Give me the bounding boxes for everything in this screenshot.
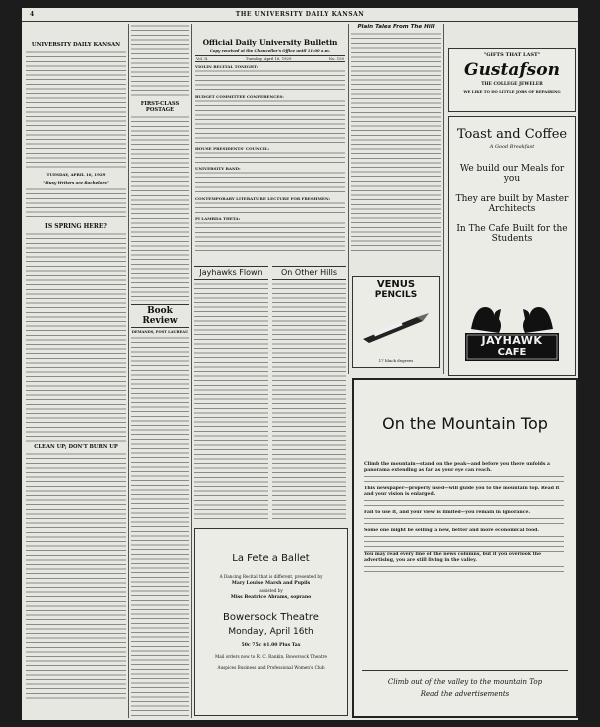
venus-product: PENCILS bbox=[374, 290, 418, 300]
mountain-para: Some one might be selling a new, better and more economical food. bbox=[364, 528, 539, 533]
bulletin-box bbox=[195, 38, 345, 258]
jayhawk-logo bbox=[461, 289, 563, 369]
gustafson-sub: THE COLLEGE JEWELER bbox=[481, 82, 543, 87]
plain-tales-text bbox=[351, 32, 441, 252]
date-line: TUESDAY, APRIL 16, 1929 bbox=[46, 172, 106, 177]
heading-book-review: Book Review bbox=[131, 304, 189, 328]
editorial-column-2 bbox=[131, 24, 189, 716]
gustafson-ad bbox=[448, 48, 576, 112]
bulletin-volume: Vol. II. bbox=[196, 56, 209, 61]
mountain-divider bbox=[362, 670, 568, 671]
bulletin-text bbox=[195, 151, 345, 165]
cafe-line: We build our Meals for you bbox=[459, 164, 565, 184]
heading-postage: FIRST-CLASS POSTAGE bbox=[140, 101, 180, 113]
mountain-text bbox=[364, 498, 564, 510]
mountain-closing: Climb out of the valley to the mountain Top bbox=[387, 678, 543, 686]
jayhawk-cafe-ad bbox=[448, 116, 576, 376]
cafe-logo-text-2: CAFE bbox=[497, 347, 527, 358]
article-text bbox=[131, 115, 189, 301]
staff-box bbox=[26, 50, 126, 170]
bulletin-text bbox=[195, 171, 345, 195]
mountain-text bbox=[364, 564, 564, 576]
bulletin-text bbox=[195, 201, 345, 215]
mountain-body bbox=[364, 462, 564, 576]
mountain-para: This newspaper—properly used—will guide you to the mountain top. Read it and your vision is enlarged. bbox=[364, 486, 560, 497]
bulletin-subtitle: Copy received at the Chancellor's Office until 11:00 a.m. bbox=[209, 48, 331, 53]
quote-line: "Busy Writers are Bachelors" bbox=[43, 180, 109, 185]
bulletin-item: VIOLIN RECITAL TONIGHT: bbox=[195, 64, 259, 69]
mail-orders: Mail orders now to R. C. Rankin, Bowersock Theatre bbox=[214, 654, 327, 659]
ballet-ad bbox=[194, 528, 348, 716]
mountain-closing-2: Read the advertisements bbox=[420, 690, 510, 698]
bulletin-title: Official Daily University Bulletin bbox=[202, 38, 338, 47]
masthead-title: THE UNIVERSITY DAILY KANSAN bbox=[235, 11, 365, 18]
toast-sub: A Good Breakfast bbox=[489, 144, 535, 150]
ballet-line: Mary Louise Marsh and Pupils bbox=[231, 581, 311, 586]
ballet-line: Miss Beatrice Abrams, soprano bbox=[230, 595, 312, 600]
auspices: Auspices Business and Professional Women's Club bbox=[217, 665, 325, 670]
gustafson-logo: Gustafson bbox=[464, 60, 560, 80]
cafe-line: In The Cafe Built for the Students bbox=[456, 224, 568, 244]
heading-spring: IS SPRING HERE? bbox=[45, 223, 107, 230]
nameplate: UNIVERSITY DAILY KANSAN bbox=[31, 42, 121, 48]
ballet-line: assisted by bbox=[259, 588, 283, 593]
other-hills-head-box bbox=[272, 266, 346, 280]
cafe-logo-text: JAYHAWK bbox=[481, 334, 543, 347]
venus-pencils-ad bbox=[352, 276, 440, 368]
pencil-illustration bbox=[359, 311, 431, 345]
jayhawks-head-box bbox=[194, 266, 268, 280]
mountain-para: Fail to use it, and your view is limited—you remain in ignorance. bbox=[364, 510, 531, 515]
bulletin-item: HOUSE PRESIDENTS' COUNCIL: bbox=[195, 146, 270, 151]
heading-plain-tales: Plain Tales From The Hill bbox=[357, 24, 435, 30]
toast-title: Toast and Coffee bbox=[456, 127, 568, 142]
bulletin-item: UNIVERSITY BAND: bbox=[195, 166, 241, 171]
theatre-name: Bowersock Theatre bbox=[223, 612, 319, 623]
bulletin-text bbox=[195, 99, 345, 145]
bulletin-item: CONTEMPORARY LITERATURE LECTURE FOR FRESHMEN: bbox=[195, 196, 330, 201]
ballet-title: La Fete a Ballet bbox=[232, 553, 310, 564]
gustafson-slogan: WE LIKE TO DO LITTLE JOBS OF REPAIRING bbox=[463, 89, 561, 94]
bulletin-text bbox=[195, 221, 345, 251]
column-rule bbox=[348, 24, 349, 374]
mountain-text bbox=[364, 516, 564, 528]
mountain-para: You may read every line of the news columns, but if you overlook the advertising, you are still living in the valley. bbox=[364, 552, 542, 563]
page-number: 4 bbox=[30, 11, 35, 18]
editorial-column bbox=[26, 24, 126, 716]
masthead bbox=[22, 8, 578, 22]
heading-cleanup: CLEAN UP; DON'T BURN UP bbox=[34, 444, 118, 450]
mountain-para: Climb the mountain—stand on the peak—and before you there unfolds a panorama extending as far as your eye can reach. bbox=[364, 462, 550, 473]
bulletin-number: No. 150 bbox=[328, 56, 344, 61]
article-text bbox=[26, 232, 126, 442]
other-hills-text bbox=[272, 282, 346, 520]
bulletin-date: Tuesday, April 16, 1929 bbox=[245, 56, 292, 61]
mountain-text bbox=[364, 534, 564, 552]
show-date: Monday, April 16th bbox=[228, 627, 314, 637]
ticket-prices: 50c 75c $1.00 Plus Tax bbox=[241, 643, 301, 648]
article-text bbox=[131, 336, 189, 716]
bulletin-text bbox=[195, 69, 345, 93]
bulletin-item: PI LAMBDA THETA: bbox=[195, 216, 241, 221]
review-subhead: DEMANDS, POST LAUREAU bbox=[131, 330, 189, 334]
article-text bbox=[26, 452, 126, 702]
column-rule bbox=[128, 24, 129, 718]
article-text bbox=[26, 187, 126, 221]
jayhawks-text bbox=[194, 282, 268, 520]
heading-jayhawks-flown: Jayhawks Flown bbox=[199, 268, 263, 277]
mountain-top-ad bbox=[352, 378, 578, 718]
venus-brand: VENUS bbox=[376, 279, 416, 290]
mountain-title: On the Mountain Top bbox=[382, 414, 548, 433]
cafe-line: They are built by Master Architects bbox=[455, 194, 569, 214]
article-text bbox=[131, 24, 189, 98]
bulletin-dateline bbox=[195, 55, 345, 62]
bulletin-item: BUDGET COMMITTEE CONFERENCES: bbox=[195, 94, 284, 99]
mountain-text bbox=[364, 474, 564, 486]
venus-note: 17 black degrees bbox=[378, 358, 414, 363]
heading-other-hills: On Other Hills bbox=[280, 268, 338, 277]
gustafson-tagline: "GIFTS THAT LAST" bbox=[483, 52, 541, 58]
column-rule bbox=[443, 24, 444, 374]
column-rule bbox=[191, 24, 192, 718]
newspaper-page bbox=[22, 8, 578, 720]
ballet-line: A Dancing Recital that is different, presented by bbox=[219, 574, 323, 579]
